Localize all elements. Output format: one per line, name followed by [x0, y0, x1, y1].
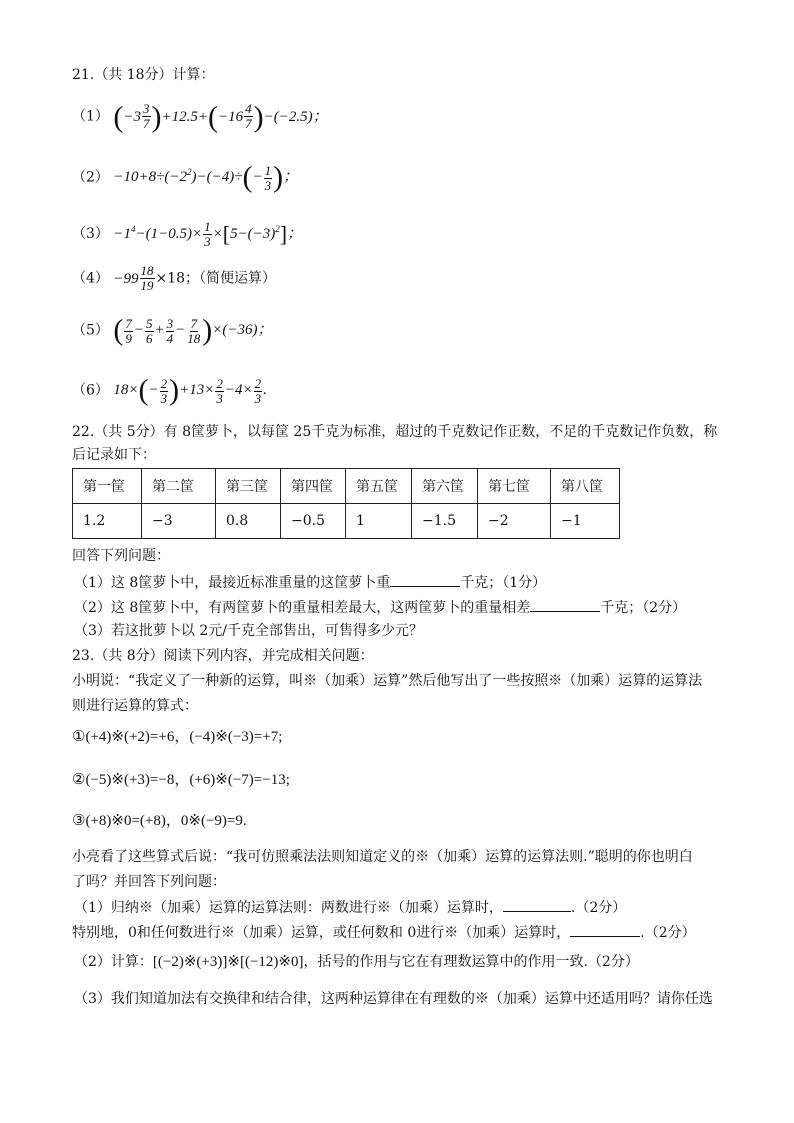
table-header-cell: 第五筐	[346, 469, 412, 504]
table-cell: −1	[551, 504, 620, 539]
table-header-cell: 第八筐	[551, 469, 620, 504]
q23-after1: 小亮看了这些算式后说：“我可仿照乘法法则知道定义的※（加乘）运算的运算法则.”聪明的你也明白	[72, 849, 693, 865]
table-header-row	[73, 469, 620, 504]
table-cell: −2	[478, 504, 551, 539]
table-cell: 1	[346, 504, 412, 539]
q22-line2: 后记录如下：	[72, 447, 156, 463]
table-row	[73, 504, 620, 539]
q21-part6: （6） 18×(− $\frac{2}{3}$ )+13× $\frac{2}{3}$ −4× $\frac{2}{3}$ .	[72, 374, 267, 407]
table-cell: 1.2	[73, 504, 142, 539]
table-header-cell: 第七筐	[478, 469, 551, 504]
table-cell: −0.5	[281, 504, 346, 539]
q21-part1: （1） ( −3 $\frac{3}{7}$ )+12.5+( −16 $\frac{4}{7}$ )−(−2.5)；	[72, 100, 328, 134]
table-header-cell: 第二筐	[142, 469, 216, 504]
q23-eq3: ③(+8)※0=(+8)，0※(−9)=9.	[72, 813, 247, 829]
table-header-cell: 第三筐	[216, 469, 281, 504]
q22-prompt: 回答下列问题：	[72, 548, 170, 564]
q22-sub3: （3）若这批萝卜以 2元/千克全部售出，可售得多少元？	[74, 623, 423, 639]
table-header-cell: 第一筐	[73, 469, 142, 504]
table-cell: 0.8	[216, 504, 281, 539]
q23-eq2: ②(−5)※(+3)=−8，(+6)※(−7)=−13;	[72, 772, 290, 788]
q23-eq1: ①(+4)※(+2)=+6，(−4)※(−3)=+7;	[72, 729, 283, 745]
q22-sub1: （1）这 8筐萝卜中，最接近标准重量的这筐萝卜重 千克；（1分）	[74, 572, 546, 592]
q23-after2: 了吗？并回答下列问题：	[72, 874, 226, 890]
q23-sub1-special: 特别地，0和任何数进行※（加乘）运算，或任何数和 0进行※（加乘）运算时， .（2分）	[72, 922, 696, 942]
q23-sub3: （3）我们知道加法有交换律和结合律，这两种运算律在有理数的※（加乘）运算中还适用吗？请你任选	[74, 991, 713, 1007]
basket-table	[72, 468, 620, 539]
answer-blank[interactable]	[570, 922, 640, 937]
answer-blank[interactable]	[503, 897, 571, 912]
table-header-cell: 第六筐	[412, 469, 478, 504]
q21-part3: $(3) -1^4-(1-0.5)\times$ $\frac{1}{3}$ $\times[5-(-3)^2]$；	[72, 219, 303, 250]
table-header-cell: 第四筐	[281, 469, 346, 504]
answer-blank[interactable]	[530, 597, 600, 612]
q23-sub2: （2）计算：[(−2)※(+3)]※[(−12)※0]，括号的作用与它在有理数运算中的作用一致.（2分）	[74, 954, 639, 970]
q21-header: 21.（共 18分）计算：	[72, 67, 215, 83]
q21-part2: $(2) -10+8\div(-2^2)-(-4)\div(-$ $\frac{1}{3}$ )；	[72, 161, 299, 194]
table-cell: −1.5	[412, 504, 478, 539]
q23-sub1: （1）归纳※（加乘）运算的运算法则：两数进行※（加乘）运算时， .（2分）	[74, 897, 626, 917]
q23-intro1: 小明说：“我定义了一种新的运算，叫※（加乘）运算”然后他写出了一些按照※（加乘）运算的运算法	[72, 673, 703, 689]
q21-part5: （5） ( $\frac{7}{9}$ − $\frac{5}{6}$ + $\frac{3}{4}$ − $\frac{7}{18}$ )×(−36)；	[72, 314, 273, 347]
q23-intro2: 则进行运算的算式：	[72, 698, 198, 714]
answer-blank[interactable]	[390, 572, 460, 587]
q21-part4: （4） −99 $\frac{18}{19}$ ×18；（简便运算）	[72, 263, 277, 293]
table-cell: −3	[142, 504, 216, 539]
q23-header: 23.（共 8分）阅读下列内容，并完成相关问题：	[72, 648, 374, 664]
q22-sub2: （2）这 8筐萝卜中，有两筐萝卜的重量相差最大，这两筐萝卜的重量相差 千克；（2分）	[74, 597, 686, 617]
q22-line1: 22.（共 5分）有 8筐萝卜，以每筐 25千克为标准，超过的千克数记作正数，不足的千克数记作负数，称	[72, 424, 718, 440]
